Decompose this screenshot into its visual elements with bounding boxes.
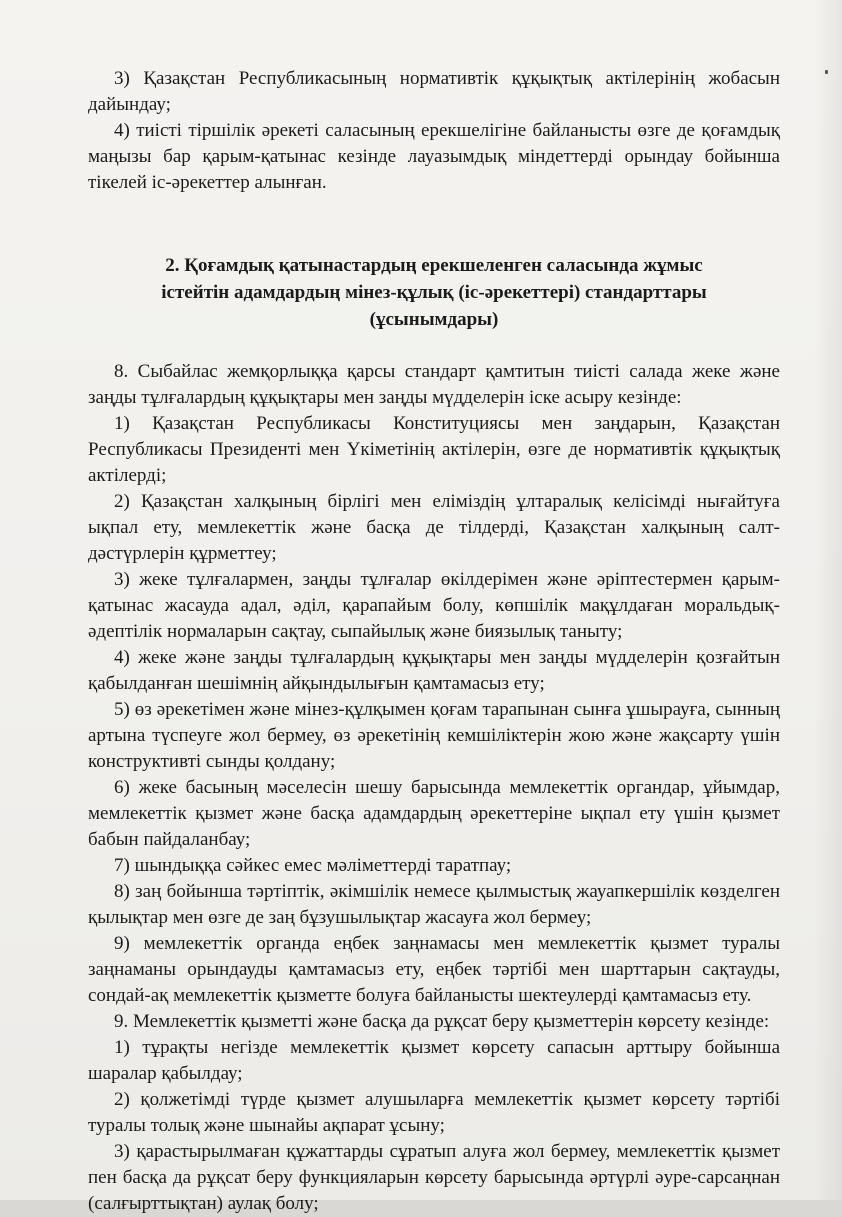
list-item: 3) жеке тұлғалармен, заңды тұлғалар өкілдерімен және әріптестермен қарым-қатынас жасауда адал, әділ, қарапайым болу, көпшілік мақұлдаған моральдық-әдептілік нормаларын сақтау, сыпайылық және биязылық таныту; [88,569,780,642]
list-item: 1) Қазақстан Республикасы Конституциясы мен заңдарын, Қазақстан Республикасы Президенті мен Үкіметінің актілерін, өзге де нормативтік құқықтық актілерді; [88,413,780,486]
heading-line: істейтін адамдардың мінез-құлық (іс-әрекеттері) стандарттары [161,282,707,303]
paragraph: 3) Қазақстан Республикасының нормативтік құқықтық актілерінің жобасын дайындау; [88,68,780,115]
list-item: 3) қарастырылмаған құжаттарды сұратып алуға жол бермеу, мемлекеттік қызмет пен басқа да рұқсат беру функцияларын көрсету барысында әртүрлі әуре-сарсаңнан (салғырттықтан) аулақ болу; [88,1141,780,1214]
paragraph: 9. Мемлекеттік қызметті және басқа да рұқсат беру қызметтерін көрсету кезінде: [114,1011,770,1032]
list-item: 2) қолжетімді түрде қызмет алушыларға мемлекеттік қызмет көрсету тәртібі туралы толық және шынайы ақпарат ұсыну; [88,1089,780,1136]
list-item: 5) өз әрекетімен және мінез-құлқымен қоғам тарапынан сынға ұшырауға, сынның артына түспеуге жол бермеу, өз әрекетінің кемшіліктерін жою және жақсарту үшін конструктивті сынды қолдану; [88,699,780,772]
list-item: 6) жеке басының мәселесін шешу барысында мемлекеттік органдар, ұйымдар, мемлекеттік қызмет және басқа адамдардың әрекеттеріне ықпал ету үшін қызмет бабын пайдаланбау; [88,777,780,850]
paragraph: 8. Сыбайлас жемқорлыққа қарсы стандарт қамтитын тиісті салада жеке және заңды тұлғалардың құқықтары мен заңды мүдделерін іске асыру кезінде: [88,361,780,408]
list-item: 8) заң бойынша тәртіптік, әкімшілік немесе қылмыстық жауапкершілік көзделген қылықтар мен өзге де заң бұзушылықтар жасауға жол бермеу; [88,881,780,928]
list-item: 9) мемлекеттік органда еңбек заңнамасы мен мемлекеттік қызмет туралы заңнаманы орындауды қамтамасыз ету, еңбек тәртібі мен шарттарын сақтауды, сондай-ақ мемлекеттік қызметте болуға байланысты шектеулерді қамтамасыз ету. [88,933,780,1006]
section-heading [88,252,780,333]
document-text [88,66,780,1217]
list-item: 4) жеке және заңды тұлғалардың құқықтары мен заңды мүдделерін қозғайтын қабылданған шешімнің айқындылығын қамтамасыз ету; [88,647,780,694]
list-item: 7) шындыққа сәйкес емес мәліметтерді таратпау; [114,855,512,876]
page-edge-shadow [814,0,842,1200]
heading-line: (ұсынымдары) [369,309,499,330]
list-item: 1) тұрақты негізде мемлекеттік қызмет көрсету сапасын арттыру бойынша шаралар қабылдау; [88,1037,780,1084]
paragraph: 4) тиісті тіршілік әрекеті саласының ерекшелігіне байланысты өзге де қоғамдық маңызы бар қарым-қатынас кезінде лауазымдық міндеттерді орындау бойынша тікелей іс-әрекеттер алынған. [88,120,780,193]
heading-line: 2. Қоғамдық қатынастардың ерекшеленген саласында жұмыс [165,255,703,276]
paper-speck [825,70,828,74]
list-item: 2) Қазақстан халқының бірлігі мен еліміздің ұлтаралық келісімді нығайтуға ықпал ету, мемлекеттік және басқа де тілдерді, Қазақстан халқының салт-дәстүрлерін құрметтеу; [88,491,780,564]
spacer [88,196,780,252]
